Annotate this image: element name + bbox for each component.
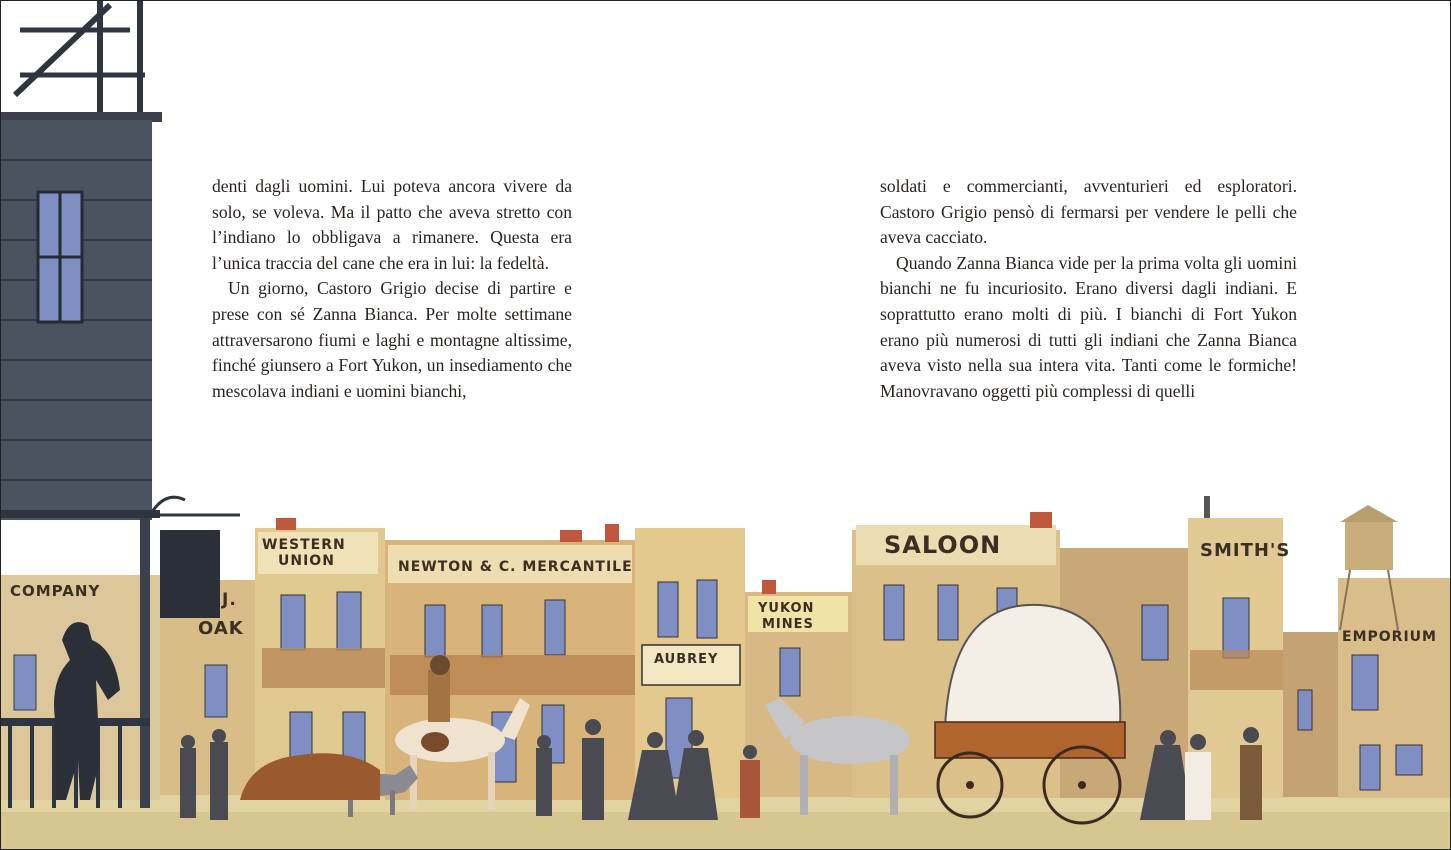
paragraph: Quando Zanna Bianca vide per la prima volta gli uomini bianchi ne fu incuriosito. Erano diversi dagli indiani. E soprattutto erano molti di più. I bianchi di Fort Yukon erano più numerosi di tutti gli indiani che Zanna Bianca aveva visto nella sua intera vita. Tanti come le formiche! Manovravano oggetti più complessi di quelli [880,252,1297,401]
sign-western-line2: UNION [278,553,335,569]
sign-oak-line1: J. [222,590,237,610]
sign-western-line1: WESTERN [262,537,346,553]
sign-yukon-line2: MINES [762,617,814,632]
sign-company: COMPANY [10,582,101,600]
text-column-left [212,174,572,404]
paragraph: denti dagli uomini. Lui poteva ancora vivere da solo, se voleva. Ma il patto che aveva stretto con l’indiano lo obbligava a rimanere. Questa era l’unica traccia del cane che era in lui: la fedeltà. [212,176,572,273]
sign-mercantile: NEWTON & C. MERCANTILE [398,559,633,575]
emporium-building [1283,505,1451,798]
sign-smiths: SMITH'S [1200,540,1291,561]
sign-yukon-line1: YUKON [758,601,815,616]
sign-aubrey: AUBREY [654,652,719,667]
sign-oak-line2: OAK [198,618,244,639]
text-column-right [880,174,1297,404]
paragraph: Un giorno, Castoro Grigio decise di partire e prese con sé Zanna Bianca. Per molte settimane attraversarono fiumi e laghi e montagne altissime, finché giunsero a Fort Yukon, un insediamento che mescolava indiani e uomini bianchi, [212,278,572,401]
sign-saloon: SALOON [884,531,1002,559]
paragraph: soldati e commercianti, avventurieri ed esploratori. Castoro Grigio pensò di fermarsi per vendere le pelli che aveva cacciato. [880,176,1297,248]
sign-emporium: EMPORIUM [1342,629,1437,645]
